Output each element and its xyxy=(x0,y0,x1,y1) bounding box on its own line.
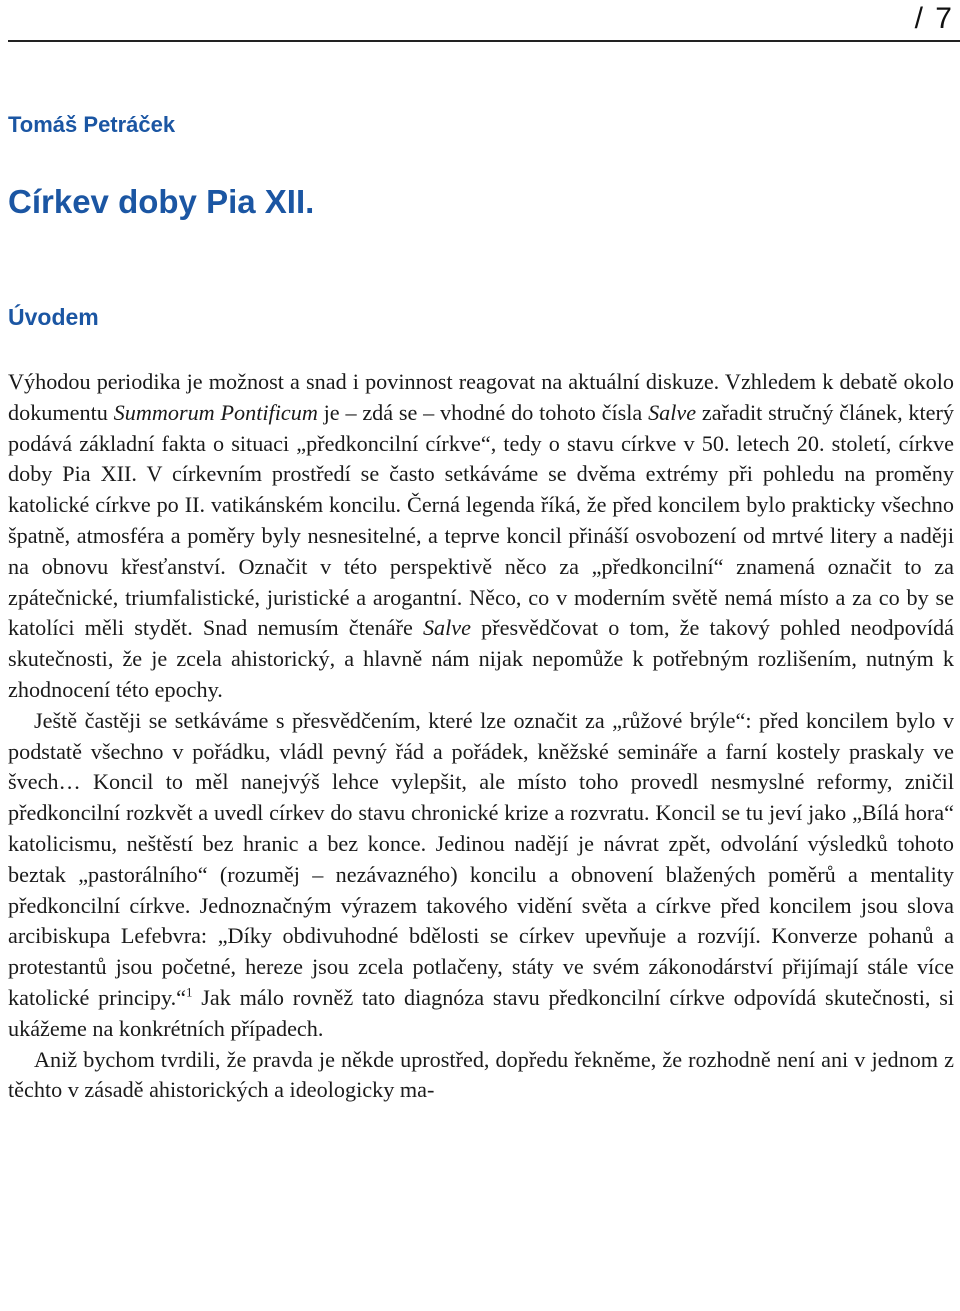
p1-text-2: je – zdá se – vhodné do tohoto čísla xyxy=(317,399,649,425)
page-number: / 7 xyxy=(914,2,954,35)
header-rule xyxy=(8,40,960,42)
p2-text-1: Ještě častěji se setkáváme s přesvědčením, které lze označit za „růžové brýle“: před koncilem bylo v podstatě všechno v pořádku, vládl pevný řád a pořádek, kněžské semináře a farní kostely praskaly ve švech… Koncil to měl nanejvýš lehce vylepšit, ale místo toho provedl nesmyslné reformy, zničil předkoncilní rozkvět a uvedl církev do stavu chronické krize a rozvratu. Koncil se tu jeví jako „Bílá hora“ katolicismu, neštěstí bez hranic a bez konce. Jedinou nadějí je návrat zpět, odvolání výsledků tohoto beztak „pastorálního“ (rozuměj – nezávazného) koncilu a obnovení blažených poměrů a mentality předkoncilní církve. Jednoznačným výrazem takového vidění světa a církve před koncilem jsou slova arcibiskupa Lefebvra: „Díky obdivuhodné bdělosti se církev upevňuje a rozvíjí. Konverze pohanů a protestantů jsou početné, hereze jsou zcela potlačeny, státy ve svém zákonodárství přijímají stále více katolické principy.“ xyxy=(8,707,954,1010)
article-body xyxy=(8,367,954,1106)
p1-italic-salve-2: Salve xyxy=(422,615,472,641)
paragraph-3 xyxy=(8,1045,954,1107)
section-heading: Úvodem xyxy=(8,304,99,330)
p1-text-1: Výhodou periodika je možnost a snad i povinnost reagovat na aktuální diskuze. Vzhledem k debatě okolo dokumentu xyxy=(8,369,954,425)
author-name: Tomáš Petráček xyxy=(8,112,176,137)
p1-text-4: přesvědčovat o tom, že takový pohled neodpovídá skutečnosti, že je zcela ahistorický, a hlavně nám nijak nepomůže k potřebným rozlišením, nutným k zhodnocení této epochy. xyxy=(8,615,954,702)
p2-text-2: Jak málo rovněž tato diagnóza stavu předkoncilní církve odpovídá skutečnosti, si ukážeme na konkrétních případech. xyxy=(8,984,954,1041)
p3-text-1: Aniž bychom tvrdili, že pravda je někde uprostřed, dopředu řekněme, že rozhodně není ani v jednom z těchto v zásadě ahistorických a ideologicky ma- xyxy=(8,1046,954,1103)
footnote-marker-1[interactable]: 1 xyxy=(186,984,193,1000)
article-title: Církev doby Pia XII. xyxy=(8,183,315,220)
paragraph-1 xyxy=(8,367,954,706)
paragraph-2 xyxy=(8,706,954,1045)
p1-italic-summorum: Summorum Pontificum xyxy=(113,399,318,425)
p1-italic-salve-1: Salve xyxy=(648,399,697,425)
p1-text-3: zařadit stručný článek, který podává základní fakta o situaci „předkoncilní církve“, tedy o stavu církve v 50. letech 20. století, církve doby Pia XII. V církevním prostředí se často setkáváme se dvěma extrémy při pohledu na proměny katolické církve po II. vatikánském koncilu. Černá legenda říká, že před koncilem bylo prakticky všechno špatně, atmosféra a poměry byly nesnesitelné, a teprve koncil přináší osvobození od mrtvé litery a naději na obnovu křesťanství. Označit v této perspektivě něco za „předkoncilní“ znamená označit to za zpátečnické, triumfalistické, juristické a arogantní. Něco, co v moderním světě nemá místo a za co by se katolíci měli stydět. Snad nemusím čtenáře xyxy=(8,399,954,641)
